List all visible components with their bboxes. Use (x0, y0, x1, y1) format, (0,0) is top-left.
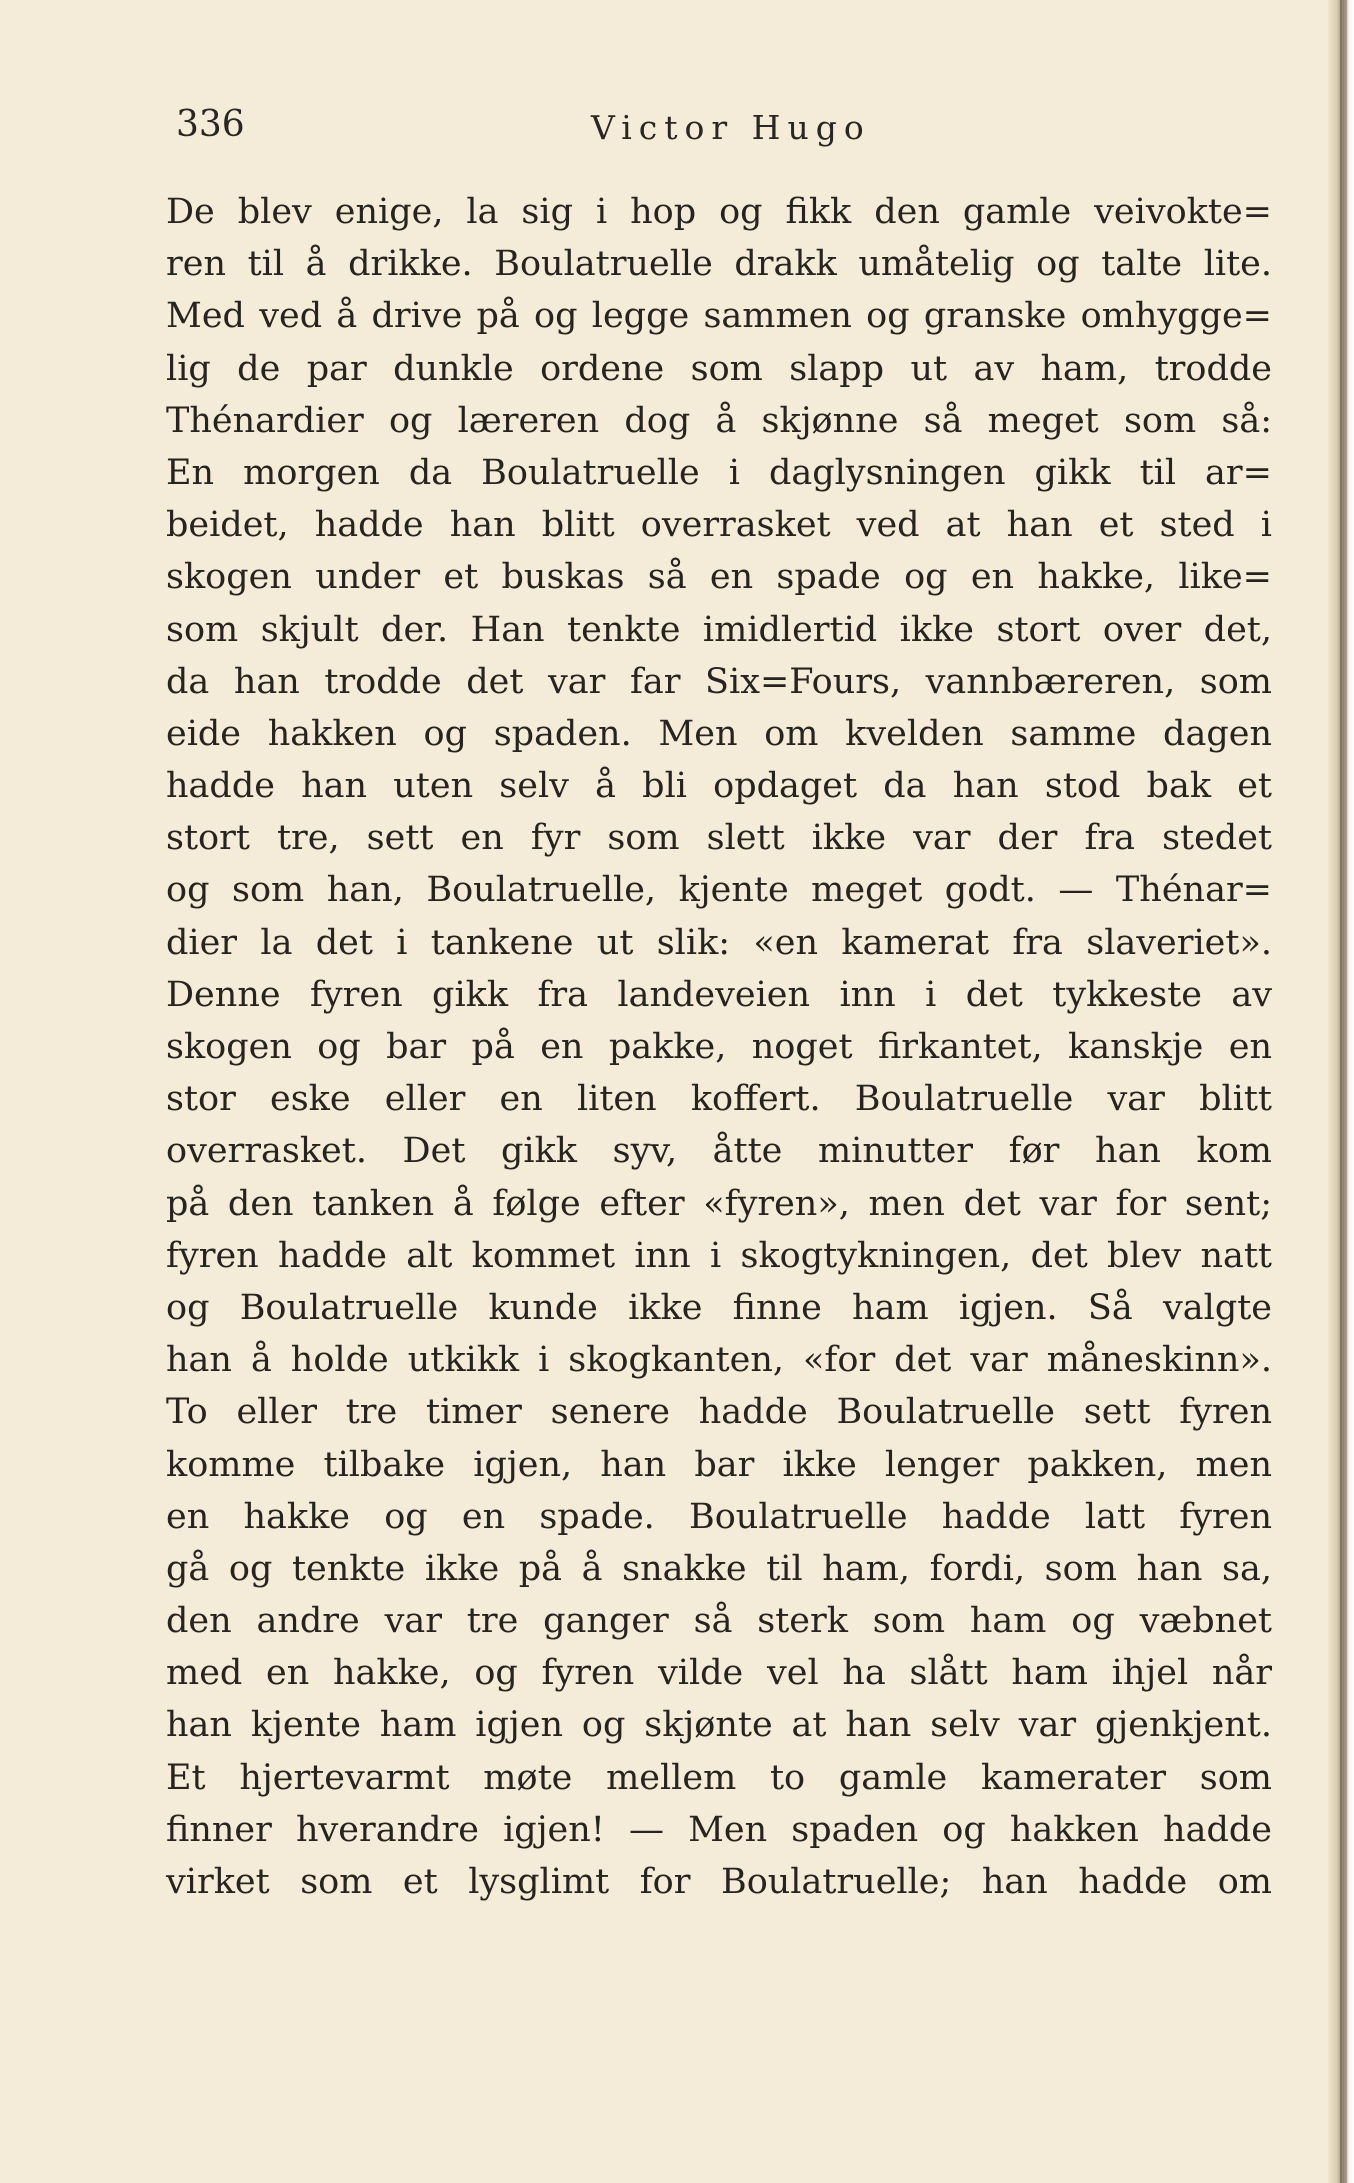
text-line: hadde han uten selv å bli opdaget da han stod bak et (166, 766, 1272, 807)
page-edge (1328, 0, 1354, 2183)
text-line: En morgen da Boulatruelle i daglysningen gikk til ar= (166, 452, 1272, 493)
text-line: og som han, Boulatruelle, kjente meget godt. — Thénar= (166, 870, 1272, 911)
text-line: Med ved å drive på og legge sammen og granske omhygge= (166, 296, 1272, 337)
text-line: som skjult der. Han tenkte imidlertid ikke stort over det, (166, 609, 1272, 650)
text-line: dier la det i tankene ut slik: «en kamerat fra slaveriet». (166, 922, 1272, 963)
text-line: beidet, hadde han blitt overrasket ved at han et sted i (166, 505, 1272, 546)
text-line: To eller tre timer senere hadde Boulatruelle sett fyren (166, 1392, 1272, 1433)
text-line: finner hverandre igjen! — Men spaden og hakken hadde (166, 1809, 1272, 1850)
text-line: lig de par dunkle ordene som slapp ut av ham, trodde (166, 348, 1272, 389)
text-line: han kjente ham igjen og skjønte at han selv var gjenkjent. (166, 1705, 1272, 1746)
text-line: skogen under et buskas så en spade og en hakke, like= (166, 557, 1272, 598)
text-line: virket som et lysglimt for Boulatruelle; han hadde om (166, 1862, 1272, 1902)
text-line: Denne fyren gikk fra landeveien inn i det tykkeste av (166, 974, 1272, 1015)
text-line: De blev enige, la sig i hop og fikk den gamle veivokte= (166, 192, 1272, 232)
text-line: eide hakken og spaden. Men om kvelden samme dagen (166, 713, 1272, 754)
text-line: den andre var tre ganger så sterk som ham og væbnet (166, 1601, 1272, 1642)
page-number: 336 (176, 104, 245, 145)
text-line: en hakke og en spade. Boulatruelle hadde latt fyren (166, 1496, 1272, 1537)
text-line: skogen og bar på en pakke, noget firkantet, kanskje en (166, 1027, 1272, 1067)
running-head: Victor Hugo (591, 108, 871, 147)
text-line: og Boulatruelle kunde ikke finne ham igjen. Så valgte (166, 1287, 1272, 1328)
text-line: Et hjertevarmt møte mellem to gamle kamerater som (166, 1757, 1272, 1798)
text-line: stor eske eller en liten koffert. Boulatruelle var blitt (166, 1079, 1272, 1120)
text-line: ren til å drikke. Boulatruelle drakk umåtelig og talte lite. (166, 244, 1272, 285)
text-line: gå og tenkte ikke på å snakke til ham, fordi, som han sa, (166, 1548, 1272, 1589)
text-line: da han trodde det var far Six=Fours, vannbæreren, som (166, 661, 1272, 702)
page-edge-line (1340, 0, 1342, 2183)
text-line: Thénardier og læreren dog å skjønne så meget som så: (166, 400, 1272, 441)
text-line: overrasket. Det gikk syv, åtte minutter før han kom (166, 1131, 1272, 1172)
body-text (166, 186, 1272, 1908)
page-edge-line (1345, 0, 1347, 2183)
text-line: fyren hadde alt kommet inn i skogtykningen, det blev natt (166, 1235, 1272, 1276)
text-line: med en hakke, og fyren vilde vel ha slått ham ihjel når (166, 1653, 1272, 1694)
page-header (176, 104, 1266, 160)
text-line: stort tre, sett en fyr som slett ikke var der fra stedet (166, 818, 1272, 859)
text-line: han å holde utkikk i skogkanten, «for det var måneskinn». (166, 1340, 1272, 1381)
text-line: på den tanken å følge efter «fyren», men det var for sent; (166, 1183, 1272, 1224)
text-line: komme tilbake igjen, han bar ikke lenger pakken, men (166, 1444, 1272, 1485)
